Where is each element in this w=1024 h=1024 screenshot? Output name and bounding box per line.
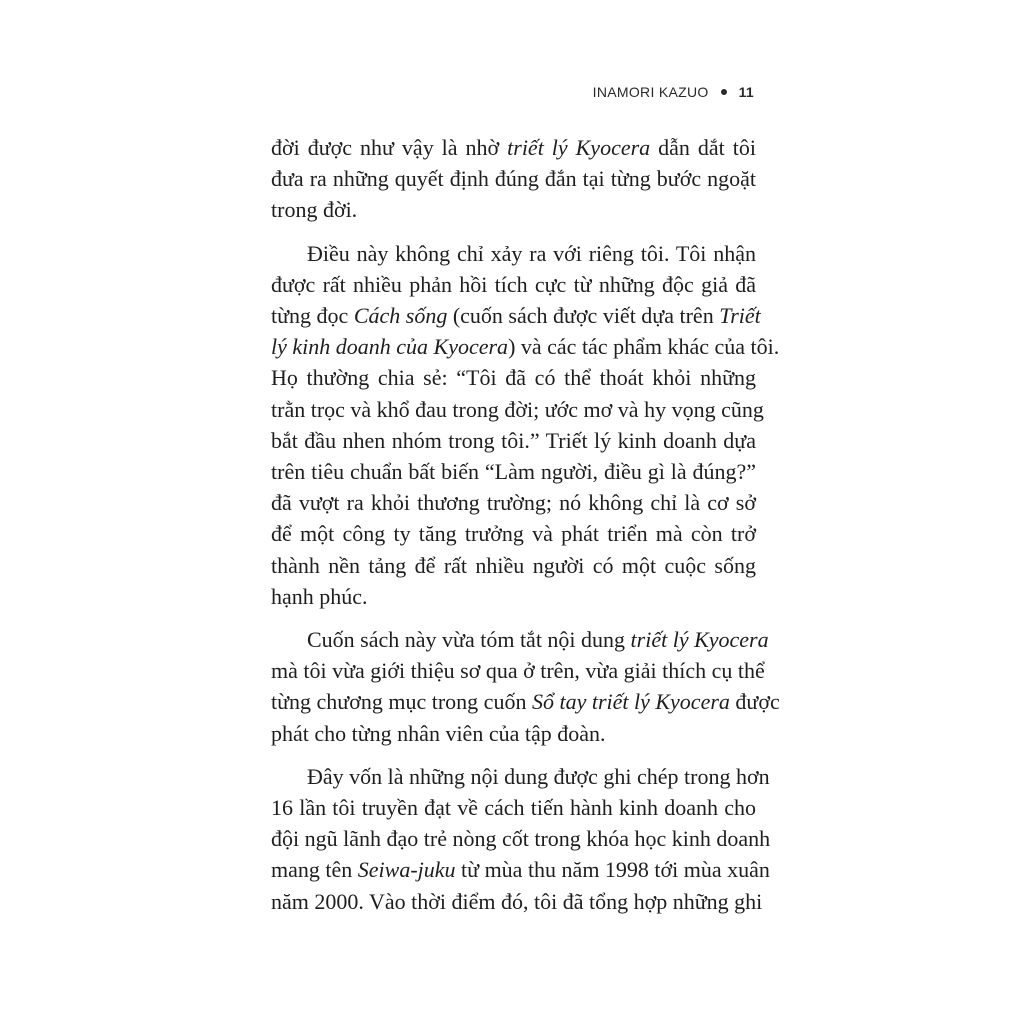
text-line — [271, 581, 756, 612]
text-line — [271, 132, 756, 163]
bullet-separator — [721, 89, 727, 95]
running-head — [593, 84, 754, 100]
text-line — [271, 194, 756, 225]
text-line — [271, 655, 765, 686]
italic-title: triết lý Kyocera — [507, 135, 651, 160]
paragraph — [271, 624, 780, 749]
text-run: trên tiêu chuẩn bất biến “Làm người, điều gì là đúng?” — [271, 459, 756, 485]
text-line — [271, 425, 756, 456]
italic-title: Sổ tay triết lý Kyocera — [531, 689, 730, 715]
text-run: năm 2000. Vào thời điểm đó, tôi đã tổng hợp những ghi — [271, 888, 763, 914]
text-line — [271, 518, 756, 549]
text-line — [271, 238, 756, 269]
text-run: từng chương mục trong cuốn — [271, 689, 532, 715]
paragraph — [271, 761, 771, 917]
text-run: để một công ty tăng trưởng và phát triển mà còn trở — [271, 521, 756, 547]
text-line — [271, 886, 763, 917]
text-run: 16 lần tôi truyền đạt về cách tiến hành kinh doanh cho — [271, 795, 756, 821]
text-line — [271, 686, 780, 717]
text-line — [271, 487, 756, 518]
text-line — [271, 331, 780, 362]
text-run: mang tên — [271, 857, 358, 883]
text-line — [271, 792, 756, 823]
text-run: đời được như vậy là nhờ — [271, 135, 508, 160]
text-run: mà tôi vừa giới thiệu sơ qua ở trên, vừa giải thích cụ thể — [271, 658, 765, 684]
text-run: trằn trọc và khổ đau trong đời; ước mơ và hy vọng cũng — [271, 396, 764, 422]
text-run: ) và các tác phẩm khác của tôi. — [508, 334, 780, 360]
text-line — [271, 269, 756, 300]
text-run: thành nền tảng để rất nhiều người có một cuộc sống — [271, 552, 756, 578]
text-run: bắt đầu nhen nhóm trong tôi.” Triết lý kinh doanh dựa — [271, 427, 756, 453]
text-line — [271, 362, 756, 393]
text-line — [271, 624, 769, 655]
author-name: INAMORI KAZUO — [592, 84, 709, 100]
text-run: được — [729, 689, 780, 715]
paragraph — [271, 238, 780, 612]
paragraph — [271, 132, 756, 226]
text-run: Đây vốn là những nội dung được ghi chép trong hơn — [307, 763, 770, 789]
page-number: 11 — [738, 84, 754, 100]
italic-title: lý kinh doanh của Kyocera — [271, 334, 509, 360]
italic-title: Triết — [719, 303, 761, 329]
text-run: (cuốn sách được viết dựa trên — [447, 303, 720, 329]
text-run: Điều này không chỉ xảy ra với riêng tôi. Tôi nhận — [307, 240, 756, 266]
italic-title: Seiwa-juku — [357, 857, 456, 883]
text-line — [271, 718, 756, 749]
text-run: trong đời. — [271, 197, 358, 223]
text-run: được rất nhiều phản hồi tích cực từ những độc giả đã — [271, 271, 756, 297]
text-line — [271, 823, 771, 854]
text-run: từ mùa thu năm 1998 tới mùa xuân — [455, 857, 770, 883]
text-run: Cuốn sách này vừa tóm tắt nội dung — [307, 627, 631, 653]
italic-title: Cách sống — [353, 303, 448, 329]
body-text — [271, 132, 780, 929]
text-line — [271, 854, 770, 885]
text-line — [271, 456, 756, 487]
italic-title: triết lý Kyocera — [630, 627, 769, 653]
text-run: đưa ra những quyết định đúng đắn tại từng bước ngoặt — [271, 166, 756, 192]
text-run: đã vượt ra khỏi thương trường; nó không chỉ là cơ sở — [271, 490, 756, 516]
text-line — [271, 300, 761, 331]
text-line — [271, 761, 770, 792]
text-line — [271, 163, 756, 194]
text-run: hạnh phúc. — [271, 583, 368, 609]
text-run: từng đọc — [271, 303, 354, 329]
text-line — [271, 550, 756, 581]
text-run: dẫn dắt tôi — [650, 135, 756, 160]
text-run: đội ngũ lãnh đạo trẻ nòng cốt trong khóa học kinh doanh — [271, 826, 771, 852]
text-run: phát cho từng nhân viên của tập đoàn. — [271, 720, 606, 746]
text-run: Họ thường chia sẻ: “Tôi đã có thể thoát khỏi những — [271, 365, 756, 391]
text-line — [271, 394, 764, 425]
